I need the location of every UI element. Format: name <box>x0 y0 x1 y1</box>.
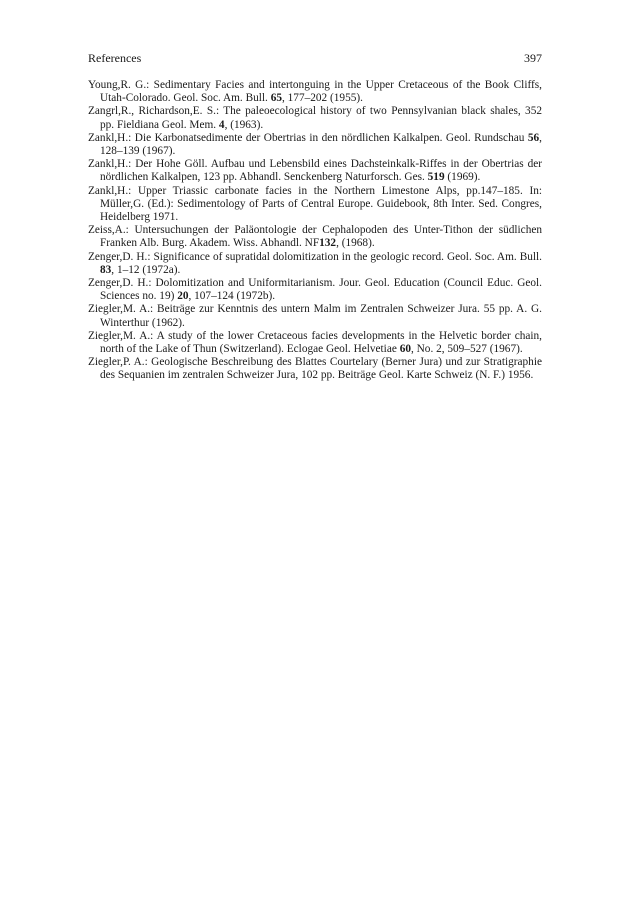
reference-volume: 4 <box>218 118 225 131</box>
reference-entry <box>88 251 542 277</box>
reference-text: Young,R. G.: Sedimentary Facies and intertonguing in the Upper Cretaceous of the Book Cliffs, Utah-Colorado. Geol. Soc. Am. Bull. <box>88 79 542 105</box>
reference-entry <box>88 158 542 184</box>
reference-text: Zankl,H.: Der Hohe Göll. Aufbau und Lebensbild eines Dachsteinkalk-Riffes in der Obertrias der nördlichen Kalkalpen, 123 pp. Abhandl. Senckenberg Naturforsch. Ges. <box>88 158 542 184</box>
reference-volume: 132 <box>319 237 337 250</box>
reference-entry <box>88 277 542 303</box>
reference-entry <box>88 185 542 225</box>
reference-entry <box>88 105 542 131</box>
reference-volume: 83 <box>100 263 112 276</box>
reference-volume: 60 <box>399 343 411 356</box>
reference-entry <box>88 224 542 250</box>
reference-text-tail: , 107–124 (1972b). <box>188 290 276 303</box>
reference-volume: 65 <box>270 92 282 105</box>
reference-volume: 20 <box>177 290 189 303</box>
reference-text-tail: , (1968). <box>336 237 375 250</box>
reference-volume: 519 <box>427 171 445 184</box>
page-header <box>88 50 542 66</box>
reference-volume: 56 <box>527 131 540 144</box>
reference-text: Ziegler,M. A.: Beiträge zur Kenntnis des untern Malm im Zentralen Schweizer Jura. 55 pp. A. G. Winterthur (1962). <box>88 303 542 329</box>
reference-text-tail: (1969). <box>444 171 481 184</box>
reference-text-tail: , (1963). <box>224 118 264 131</box>
reference-text: Zankl,H.: Upper Triassic carbonate facies in the Northern Limestone Alps, pp.147–185. In: Müller,G. (Ed.): Sedimentology of Parts of Central Europe. Guidebook, 8th Inter. Sed. Congres, Heidelberg 1971. <box>88 184 542 224</box>
reference-text-tail: , 177–202 (1955). <box>282 92 363 105</box>
reference-entry <box>88 79 542 105</box>
page-number: 397 <box>524 51 542 65</box>
reference-entry <box>88 356 542 382</box>
reference-text: Ziegler,M. A.: A study of the lower Cretaceous facies developments in the Helvetic border chain, north of the Lake of Thun (Switzerland). Eclogae Geol. Helvetiae <box>88 329 542 356</box>
reference-text: Ziegler,P. A.: Geologische Beschreibung des Blattes Courtelary (Berner Jura) und zur Stratigraphie des Sequanien im zentralen Schweizer Jura, 102 pp. Beiträge Geol. Karte Schweiz (N. F.) 1956. <box>88 356 542 382</box>
reference-list <box>88 79 542 383</box>
reference-text-tail: , 128–139 (1967). <box>100 131 542 158</box>
reference-text: Zankl,H.: Die Karbonatsedimente der Obertrias in den nördlichen Kalkalpen. Geol. Rundschau <box>88 131 528 144</box>
reference-entry <box>88 330 542 356</box>
reference-text-tail: , No. 2, 509–527 (1967). <box>410 343 523 356</box>
reference-text: Zenger,D. H.: Dolomitization and Uniformitarianism. Jour. Geol. Education (Council Educ. Geol. Sciences no. 19) <box>88 277 542 303</box>
reference-entry <box>88 303 542 329</box>
reference-text: Zeiss,A.: Untersuchungen der Paläontologie der Cephalopoden des Unter-Tithon der südlichen Franken Alb. Burg. Akadem. Wiss. Abhandl. NF <box>88 224 542 250</box>
reference-text: Zangrl,R., Richardson,E. S.: The paleoecological history of two Pennsylvanian black shales, 352 pp. Fieldiana Geol. Mem. <box>88 105 542 131</box>
reference-text: Zenger,D. H.: Significance of supratidal dolomitization in the geologic record. Geol. Soc. Am. Bull. <box>88 250 542 263</box>
running-head: References <box>88 51 142 65</box>
reference-text-tail: , 1–12 (1972a). <box>111 263 181 276</box>
reference-entry <box>88 132 542 158</box>
